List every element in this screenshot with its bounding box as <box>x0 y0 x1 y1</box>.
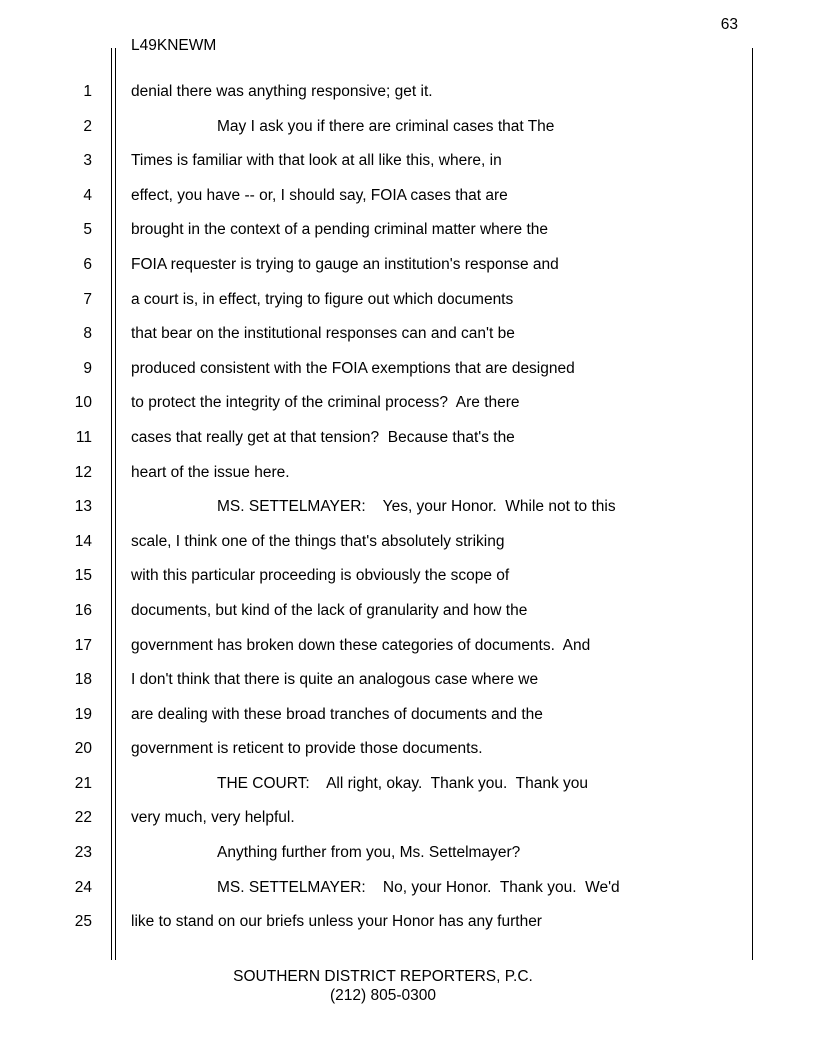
line-number: 11 <box>75 428 92 446</box>
transcript-line <box>0 288 816 323</box>
line-text: effect, you have -- or, I should say, FOIA cases that are <box>131 186 508 204</box>
transcript-line <box>0 322 816 357</box>
line-number: 25 <box>74 913 92 931</box>
line-text: produced consistent with the FOIA exemptions that are designed <box>131 359 575 377</box>
line-number: 10 <box>74 394 92 412</box>
line-text: are dealing with these broad tranches of documents and the <box>131 705 543 723</box>
transcript-line <box>0 115 816 150</box>
line-number: 5 <box>83 221 92 239</box>
line-text: heart of the issue here. <box>131 463 290 481</box>
line-number: 23 <box>74 844 92 862</box>
line-text: that bear on the institutional responses can and can't be <box>131 325 515 343</box>
line-number: 19 <box>74 705 92 723</box>
transcript-line <box>0 391 816 426</box>
line-text: very much, very helpful. <box>131 809 295 827</box>
page-number: 63 <box>720 16 738 33</box>
line-number: 17 <box>74 636 92 654</box>
transcript-line <box>0 149 816 184</box>
transcript-line <box>0 910 816 945</box>
transcript-line <box>0 806 816 841</box>
transcript-line <box>0 737 816 772</box>
line-number: 7 <box>83 290 92 308</box>
line-number: 21 <box>74 774 92 792</box>
line-number: 9 <box>83 359 92 377</box>
line-number: 8 <box>83 325 92 343</box>
transcript-lines <box>0 80 816 945</box>
line-number: 22 <box>74 809 92 827</box>
line-text: government is reticent to provide those documents. <box>131 740 483 758</box>
line-text: denial there was anything responsive; get it. <box>131 83 433 100</box>
line-text: documents, but kind of the lack of granularity and how the <box>131 601 528 619</box>
transcript-line <box>0 530 816 565</box>
line-number: 18 <box>74 671 92 689</box>
line-text: scale, I think one of the things that's absolutely striking <box>131 532 505 550</box>
line-text: MS. SETTELMAYER: No, your Honor. Thank you. We'd <box>217 878 620 896</box>
transcript-line <box>0 218 816 253</box>
transcript-line <box>0 80 816 115</box>
line-text: like to stand on our briefs unless your Honor has any further <box>131 913 542 931</box>
transcript-line <box>0 668 816 703</box>
line-text: a court is, in effect, trying to figure out which documents <box>131 290 514 308</box>
line-text: MS. SETTELMAYER: Yes, your Honor. While not to this <box>217 498 616 516</box>
line-text: FOIA requester is trying to gauge an institution's response and <box>131 255 559 273</box>
transcript-line <box>0 426 816 461</box>
line-number: 20 <box>74 740 92 758</box>
line-text: cases that really get at that tension? Because that's the <box>131 428 515 446</box>
transcript-line <box>0 599 816 634</box>
line-number: 14 <box>74 532 92 550</box>
line-number: 4 <box>83 186 92 204</box>
line-number: 16 <box>74 601 92 619</box>
transcript-line <box>0 841 816 876</box>
line-text: brought in the context of a pending criminal matter where the <box>131 221 549 239</box>
transcript-line <box>0 564 816 599</box>
transcript-line <box>0 772 816 807</box>
line-number: 2 <box>83 117 92 135</box>
line-text: Times is familiar with that look at all like this, where, in <box>131 152 502 170</box>
page-footer <box>0 967 766 1005</box>
line-text: to protect the integrity of the criminal process? Are there <box>131 394 520 412</box>
transcript-line <box>0 184 816 219</box>
line-text: with this particular proceeding is obviously the scope of <box>131 567 510 585</box>
transcript-line <box>0 253 816 288</box>
line-number: 3 <box>83 152 92 170</box>
transcript-line <box>0 495 816 530</box>
reporter-phone: (212) 805-0300 <box>330 987 436 1004</box>
case-id: L49KNEWM <box>131 37 217 54</box>
line-text: Anything further from you, Ms. Settelmayer? <box>217 844 521 862</box>
line-text: May I ask you if there are criminal cases that The <box>217 117 555 135</box>
line-number: 13 <box>74 498 92 516</box>
transcript-line <box>0 703 816 738</box>
line-text: THE COURT: All right, okay. Thank you. Thank you <box>217 774 589 792</box>
line-number: 6 <box>83 255 92 273</box>
line-number: 15 <box>74 567 92 585</box>
line-number: 12 <box>74 463 92 481</box>
line-text: I don't think that there is quite an analogous case where we <box>131 671 539 689</box>
reporter-name: SOUTHERN DISTRICT REPORTERS, P.C. <box>233 968 533 985</box>
transcript-line <box>0 461 816 496</box>
line-text: government has broken down these categories of documents. And <box>131 636 591 654</box>
line-number: 1 <box>83 83 92 100</box>
transcript-line <box>0 357 816 392</box>
transcript-line <box>0 876 816 911</box>
transcript-line <box>0 634 816 669</box>
line-number: 24 <box>74 878 92 896</box>
